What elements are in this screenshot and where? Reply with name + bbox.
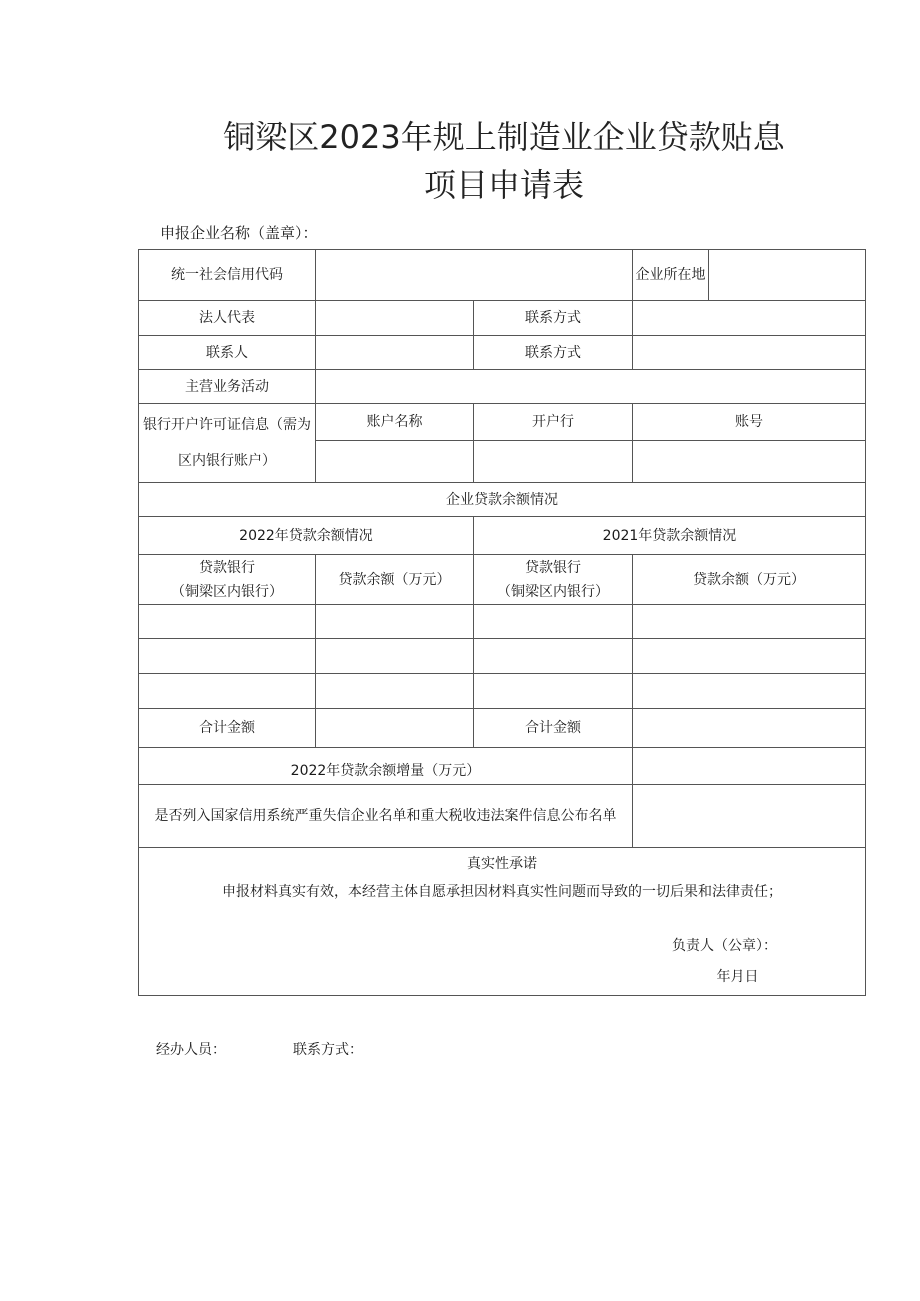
loan-cell[interactable] [474, 605, 633, 639]
total-2022-field[interactable] [316, 709, 474, 748]
loan-bank-2021-header [474, 555, 633, 605]
loan-section-title: 企业贷款余额情况 [139, 483, 866, 517]
account-name-field[interactable] [316, 441, 474, 483]
contact-person-label: 联系人 [139, 336, 316, 370]
loan-amount-2022-header: 贷款余额（万元） [316, 555, 474, 605]
loan-amount-2021-header: 贷款余额（万元） [633, 555, 866, 605]
contact-person-method-field[interactable] [633, 336, 866, 370]
doc-title-line2: 项目申请表 [423, 166, 584, 204]
loan-bank-2022-header [139, 555, 316, 605]
sign-date-label: 年月日 [716, 968, 759, 985]
loan-cell[interactable] [633, 674, 866, 709]
location-field[interactable] [709, 250, 866, 301]
footer-contact-label: 联系方式： [293, 1042, 363, 1058]
account-name-label: 账户名称 [316, 404, 474, 441]
legal-rep-contact-label: 联系方式 [474, 301, 633, 336]
promise-text: 申报材料真实有效，本经营主体自愿承担因材料真实性问题而导致的一切后果和法律责任； [222, 883, 782, 900]
contact-person-field[interactable] [316, 336, 474, 370]
bank-field[interactable] [474, 441, 633, 483]
loan-bank-2022-label: 贷款银行 [199, 559, 255, 576]
loan-cell[interactable] [633, 639, 866, 674]
handler-label: 经办人员： [156, 1042, 226, 1058]
main-business-label: 主营业务活动 [139, 370, 316, 404]
loan-bank-2022-sub: （铜梁区内银行） [171, 583, 283, 600]
credit-code-field[interactable] [316, 250, 633, 301]
legal-rep-label: 法人代表 [139, 301, 316, 336]
table-row [139, 639, 866, 674]
loan-bank-2021-sub: （铜梁区内银行） [497, 583, 609, 600]
blacklist-field[interactable] [633, 785, 866, 848]
account-no-field[interactable] [633, 441, 866, 483]
blacklist-label: 是否列入国家信用系统严重失信企业名单和重大税收违法案件信息公布名单 [139, 785, 633, 848]
increase-label-text: 2022年贷款余额增量（万元） [290, 763, 481, 779]
loan-bank-2021-label: 贷款银行 [525, 559, 581, 576]
table-row [139, 674, 866, 709]
loan-cell[interactable] [316, 674, 474, 709]
promise-cell [139, 848, 866, 996]
loan-cell[interactable] [139, 674, 316, 709]
loan-cell[interactable] [139, 605, 316, 639]
table-row [139, 605, 866, 639]
total-2022-label: 合计金额 [139, 709, 316, 748]
bank-info-label: 银行开户许可证信息（需为区内银行账户） [139, 404, 316, 483]
account-no-label: 账号 [633, 404, 866, 441]
loan-2021-title: 2021年贷款余额情况 [474, 517, 866, 555]
bank-label: 开户行 [474, 404, 633, 441]
location-label: 企业所在地 [633, 250, 709, 301]
applicant-name-label: 申报企业名称（盖章）： [160, 224, 318, 242]
legal-rep-contact-field[interactable] [633, 301, 866, 336]
contact-person-method-label: 联系方式 [474, 336, 633, 370]
doc-title-line1: 铜梁区2023年规上制造业企业贷款贴息 [223, 118, 785, 156]
legal-rep-field[interactable] [316, 301, 474, 336]
increase-label [139, 748, 633, 785]
loan-cell[interactable] [316, 605, 474, 639]
application-form-table [138, 249, 866, 996]
main-business-field[interactable] [316, 370, 866, 404]
increase-field[interactable] [633, 748, 866, 785]
signer-label: 负责人（公章）： [672, 937, 777, 954]
promise-title: 真实性承诺 [467, 855, 537, 872]
loan-cell[interactable] [474, 674, 633, 709]
credit-code-label: 统一社会信用代码 [139, 250, 316, 301]
loan-2022-title: 2022年贷款余额情况 [139, 517, 474, 555]
loan-cell[interactable] [139, 639, 316, 674]
total-2021-field[interactable] [633, 709, 866, 748]
loan-cell[interactable] [633, 605, 866, 639]
loan-cell[interactable] [316, 639, 474, 674]
loan-cell[interactable] [474, 639, 633, 674]
total-2021-label: 合计金额 [474, 709, 633, 748]
